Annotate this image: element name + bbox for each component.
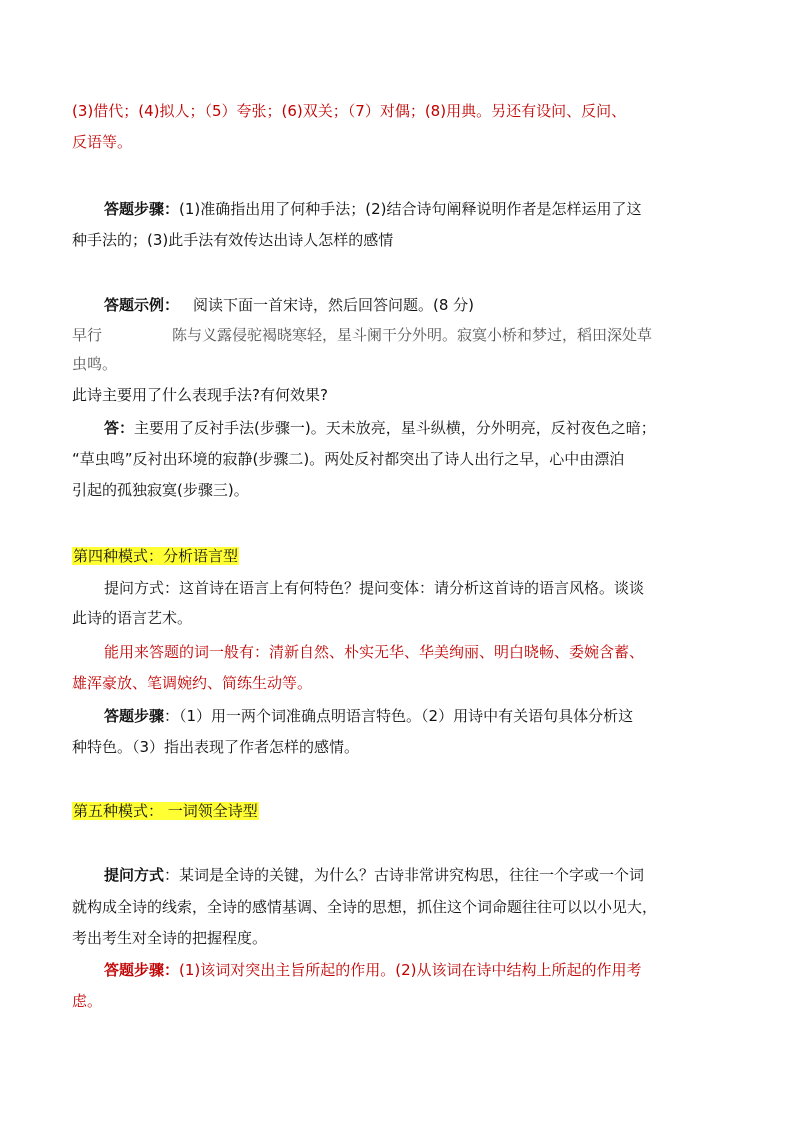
answer-text-1: 主要用了反衬手法(步骤一)。天未放亮，星斗纵横，分外明亮，反衬夜色之暗；: [134, 419, 656, 437]
steps-label: 答题步骤：: [104, 200, 180, 218]
mode5-question-label: 提问方式: [104, 866, 165, 884]
example-text: 阅读下面一首宋诗，然后回答问题。(8 分): [193, 296, 475, 314]
mode5-question-line-2: 就构成全诗的线索，全诗的感情基调、全诗的思想，抓住这个词命题往往可以以小见大，: [72, 898, 658, 916]
techniques-line-1: (3)借代；(4)拟人；（5）夸张；(6)双关；（7）对偶；(8)用典。另还有设问、反问、: [72, 102, 627, 120]
mode5-steps-line-1: [104, 959, 642, 981]
mode4-steps-text-1: ：（1）用一两个词准确点明语言特色。（2）用诗中有关语句具体分析这: [164, 707, 634, 725]
poem-text-1: 陈与义露侵驼褐晓寒轻，星斗阑干分外明。寂寞小桥和梦过，稻田深处草: [172, 326, 653, 344]
mode5-question-line-3: 考出考生对全诗的把握程度。: [72, 929, 268, 947]
mode5-steps-line-2: 虑。: [72, 992, 103, 1010]
mode5-heading-text: 第五种模式： 一词领全诗型: [73, 802, 258, 820]
mode5-steps-label: 答题步骤：: [104, 961, 180, 979]
answer-line-1: [104, 417, 656, 439]
steps-line-1: [104, 198, 642, 220]
mode4-heading-text: 第四种模式：分析语言型: [73, 547, 239, 565]
steps-line-2: 种手法的；(3)此手法有效传达出诗人怎样的感情: [72, 231, 394, 249]
mode4-words-line-2: 雄浑豪放、笔调婉约、简练生动等。: [72, 674, 313, 692]
answer-line-2: “草虫鸣”反衬出环境的寂静(步骤二)。两处反衬都突出了诗人出行之早，心中由漂泊: [72, 450, 625, 468]
mode4-heading: [72, 545, 239, 567]
techniques-line-2: 反语等。: [72, 133, 133, 151]
mode5-steps-text-1: (1)该词对突出主旨所起的作用。(2)从该词在诗中结构上所起的作用考: [179, 961, 642, 979]
mode5-question-line-1: [104, 864, 644, 886]
poem-line-1: [72, 324, 652, 346]
mode4-words-line-1: 能用来答题的词一般有：清新自然、朴实无华、华美绚丽、明白晓畅、委婉含蓄、: [104, 643, 645, 661]
steps-text-1: (1)准确指出用了何种手法；(2)结合诗句阐释说明作者是怎样运用了这: [179, 200, 642, 218]
mode4-question-line-2: 此诗的语言艺术。: [72, 609, 193, 627]
poem-line-2: 虫鸣。: [72, 355, 118, 373]
question-line: 此诗主要用了什么表现手法?有何效果?: [72, 386, 328, 404]
mode5-question-text-1: ：某词是全诗的关键，为什么？古诗非常讲究构思，往往一个字或一个词: [164, 866, 645, 884]
mode4-steps-label: 答题步骤: [104, 707, 165, 725]
mode4-question-line-1: 提问方式：这首诗在语言上有何特色？提问变体：请分析这首诗的语言风格。谈谈: [104, 579, 645, 597]
example-label: 答题示例：: [104, 296, 180, 314]
example-line: [104, 294, 474, 316]
mode4-steps-line-2: 种特色。（3）指出表现了作者怎样的感情。: [72, 738, 360, 756]
answer-label: 答：: [104, 419, 135, 437]
answer-line-3: 引起的孤独寂寞(步骤三)。: [72, 481, 249, 499]
mode4-steps-line-1: [104, 705, 633, 727]
poem-title: 早行: [72, 326, 103, 344]
mode5-heading: [72, 800, 259, 822]
